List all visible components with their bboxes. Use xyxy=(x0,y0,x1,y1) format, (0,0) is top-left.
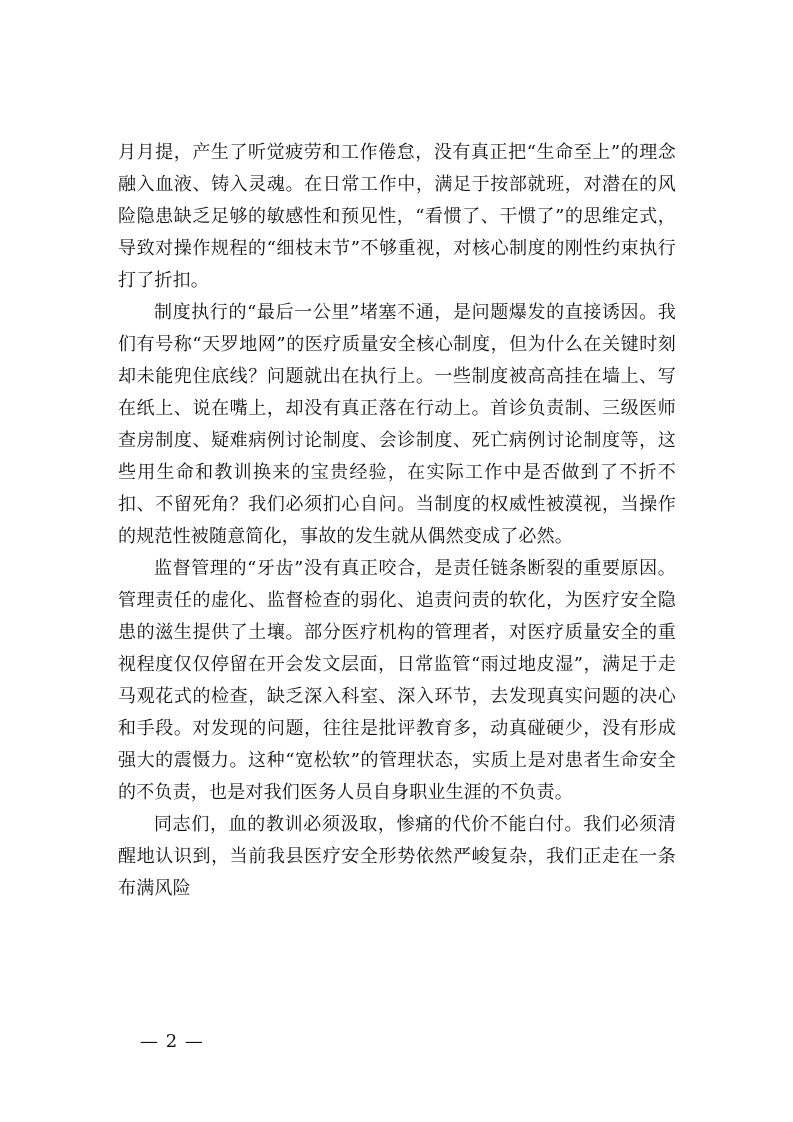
paragraph-2: 制度执行的“最后一公里”堵塞不通，是问题爆发的直接诱因。我们有号称“天罗地网”的医疗质量安全核心制度，但为什么在关键时刻却未能兜住底线？问题就出在执行上。一些制度被高高挂在墙上、写在纸上、说在嘴上，却没有真正落在行动上。首诊负责制、三级医师查房制度、疑难病例讨论制度、会诊制度、死亡病例讨论制度等，这些用生命和教训换来的宝贵经验，在实际工作中是否做到了不折不扣、不留死角？我们必须扪心自问。当制度的权威性被漠视，当操作的规范性被随意简化，事故的发生就从偶然变成了必然。 xyxy=(118,302,676,547)
document-body xyxy=(118,137,676,905)
paragraph-1: 月月提，产生了听觉疲劳和工作倦怠，没有真正把“生命至上”的理念融入血液、铸入灵魂。在日常工作中，满足于按部就班，对潜在的风险隐患缺乏足够的敏感性和预见性，“看惯了、干惯了”的思维定式，导致对操作规程的“细枝末节”不够重视，对核心制度的刚性约束执行打了折扣。 xyxy=(118,142,676,291)
paragraph-4: 同志们，血的教训必须汲取，惨痛的代价不能白付。我们必须清醒地认识到，当前我县医疗安全形势依然严峻复杂，我们正走在一条布满风险 xyxy=(118,814,676,899)
paragraph-3: 监督管理的“牙齿”没有真正咬合，是责任链条断裂的重要原因。管理责任的虚化、监督检查的弱化、追责问责的软化，为医疗安全隐患的滋生提供了土壤。部分医疗机构的管理者，对医疗质量安全的重视程度仅仅停留在开会发文层面，日常监管“雨过地皮湿”，满足于走马观花式的检查，缺乏深入科室、深入环节，去发现真实问题的决心和手段。对发现的问题，往往是批评教育多，动真碰硬少，没有形成强大的震慑力。这种“宽松软”的管理状态，实质上是对患者生命安全的不负责，也是对我们医务人员自身职业生涯的不负责。 xyxy=(118,558,676,803)
page-number: — 2 — xyxy=(140,1031,204,1052)
